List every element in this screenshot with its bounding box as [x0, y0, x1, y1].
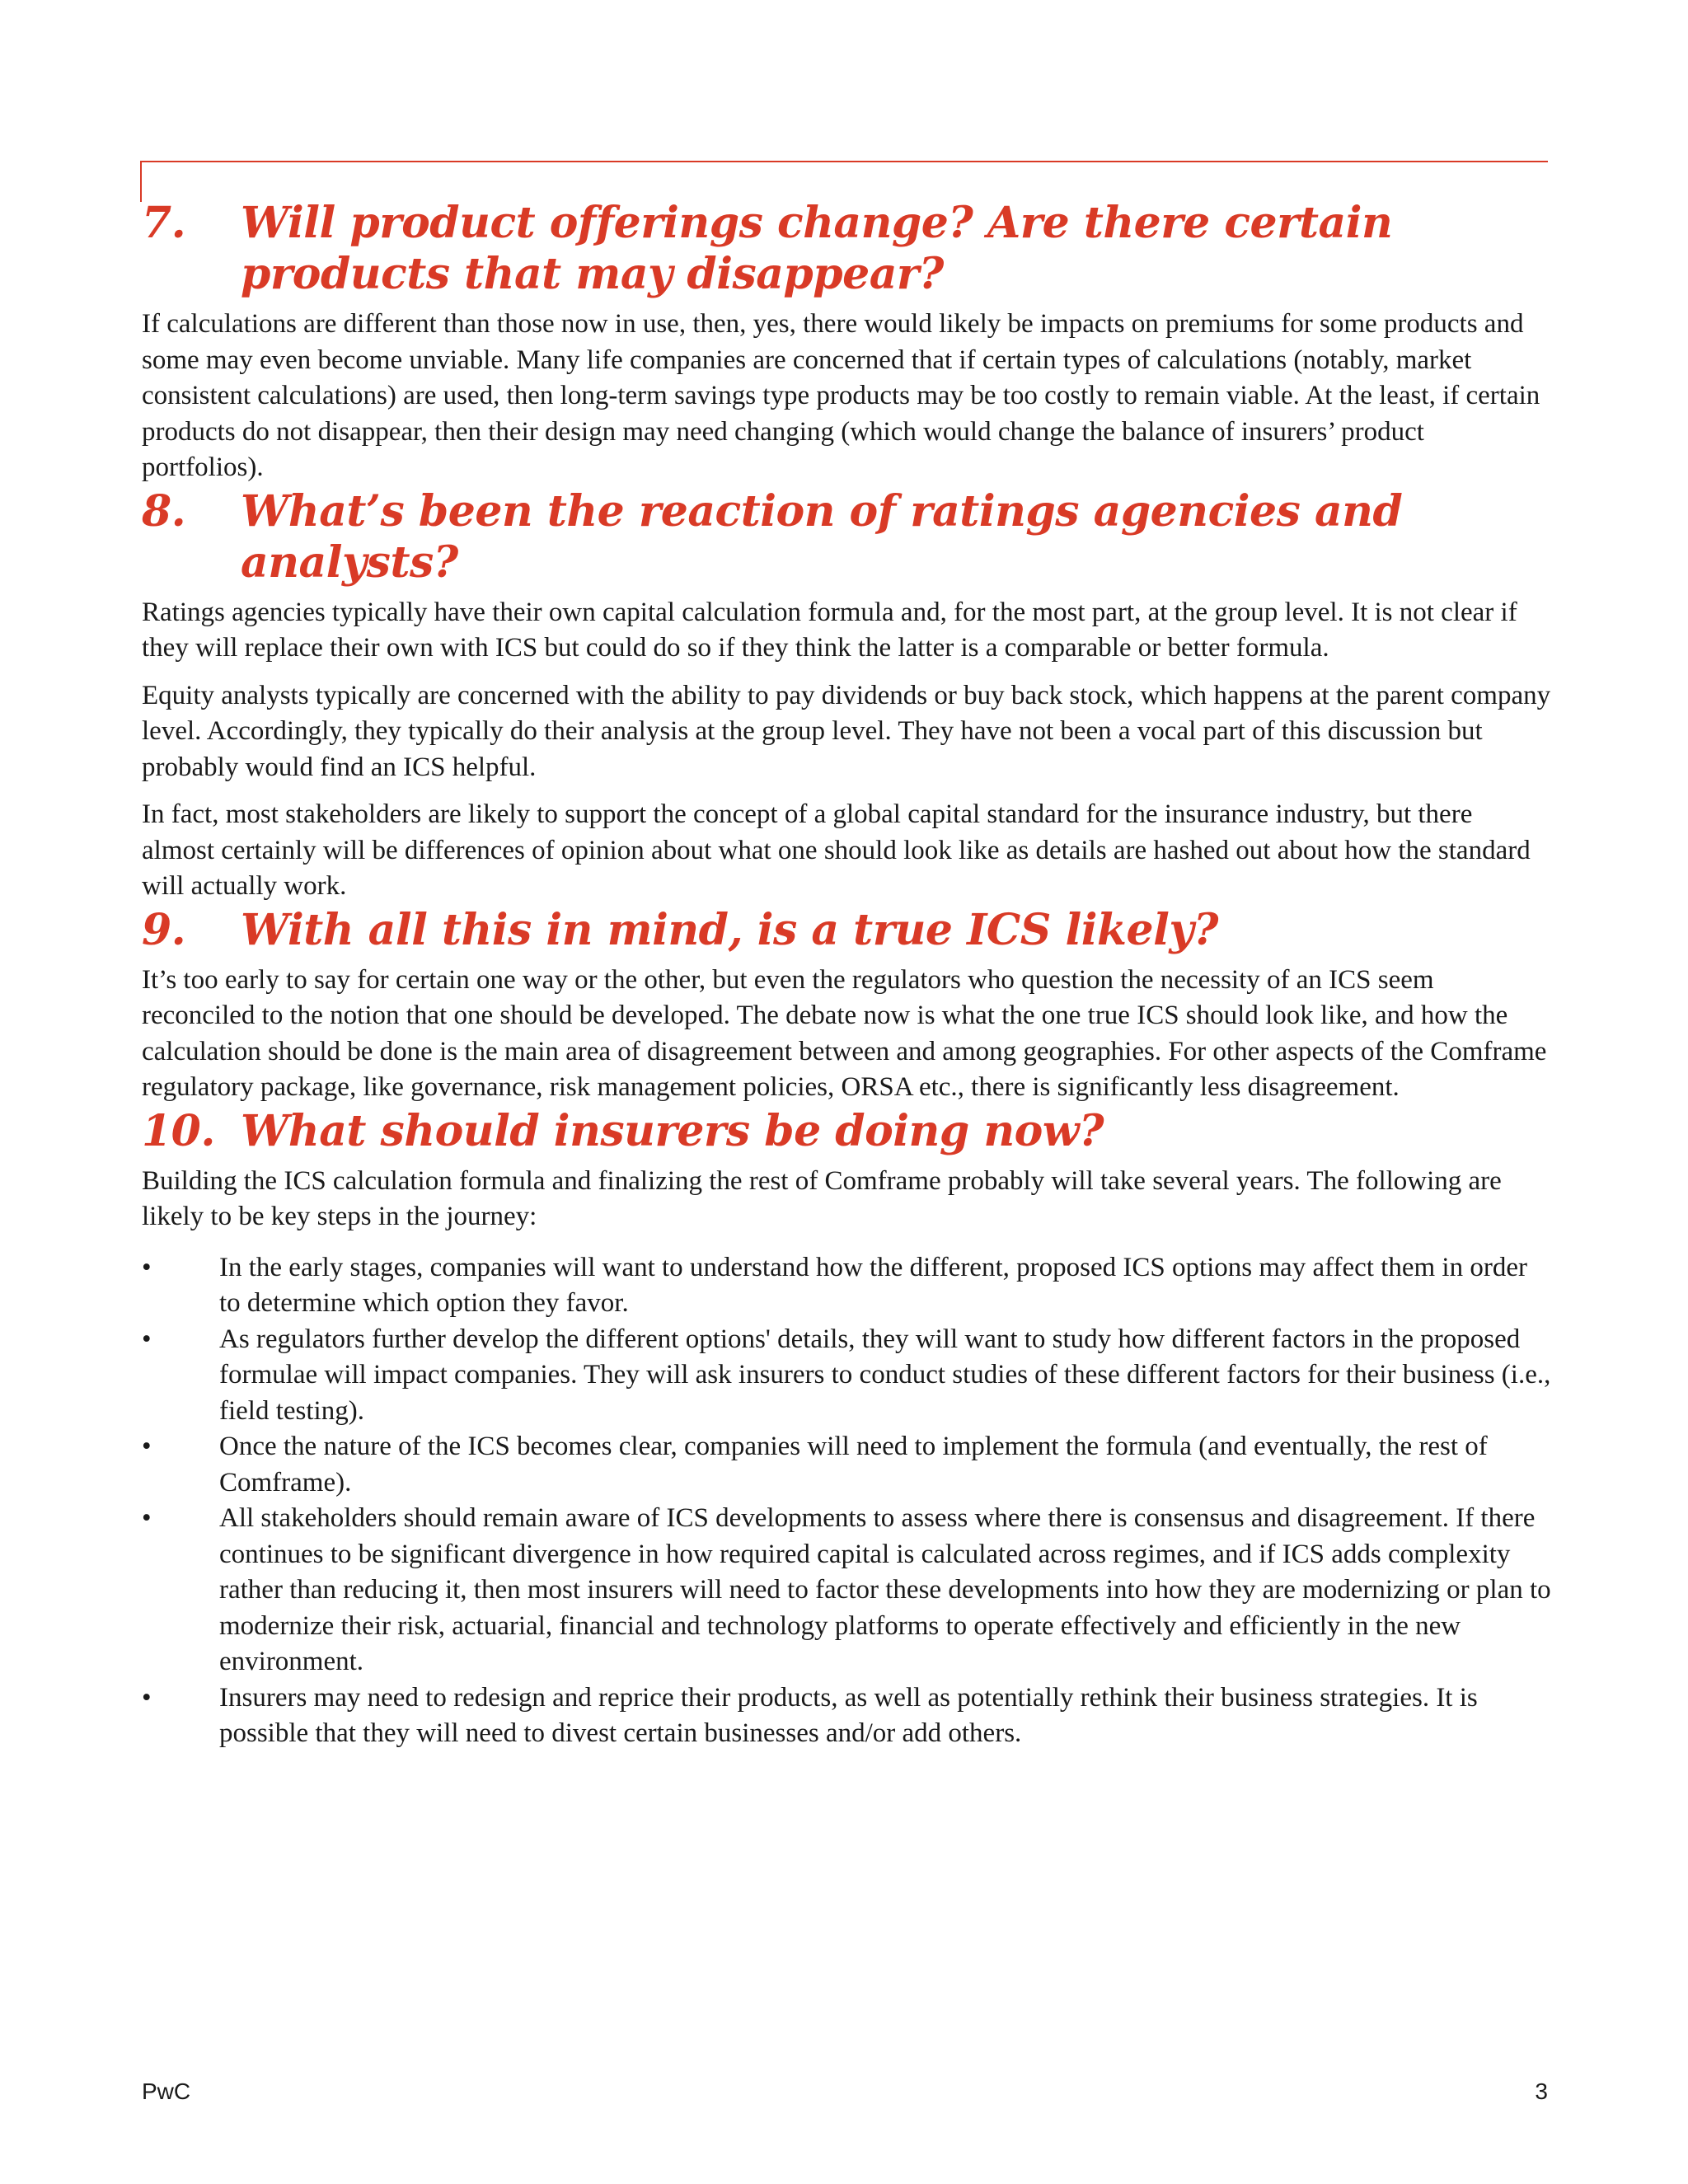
bullet-icon: •: [142, 1252, 152, 1282]
paragraph: Ratings agencies typically have their own capital calculation formula and, for the most part, at the group level. It is not clear if they will replace their own with ICS but could do so if they think the latter is a comparable or better formula.: [142, 597, 1517, 663]
section-number: 10.: [142, 1105, 215, 1156]
document-body: [142, 198, 1551, 1752]
section-title: With all this in mind, is a true ICS likely?: [241, 904, 1219, 955]
list-item: [142, 1429, 1551, 1501]
list-item-text: Insurers may need to redesign and reprice their products, as well as potentially rethink their business strategies. It is possible that they will need to divest certain businesses and/or add others.: [219, 1682, 1478, 1748]
section-title: What should insurers be doing now?: [241, 1105, 1104, 1156]
section-heading-7: [142, 198, 1551, 300]
header-rule-corner: [140, 161, 142, 202]
section-heading-8: [142, 486, 1551, 588]
section-heading-10: [142, 1106, 1551, 1157]
section-number: 9.: [142, 904, 186, 955]
paragraph: In fact, most stakeholders are likely to support the concept of a global capital standard for the insurance industry, but there almost certainly will be differences of opinion about what one should look like as details are hashed out about how the standard will actually work.: [142, 799, 1531, 901]
paragraph: It’s too early to say for certain one way or the other, but even the regulators who question the necessity of an ICS seem reconciled to the notion that one should be developed. The debate now is what the one true ICS should look like, and how the calculation should be done is the main area of disagreement between and among geographies. For other aspects of the Comframe regulatory package, like governance, risk management policies, ORSA etc., there is significantly less disagreement.: [142, 964, 1547, 1102]
footer-company: PwC: [142, 2079, 191, 2104]
list-item-text: As regulators further develop the different options' details, they will want to study how different factors in the proposed formulae will impact companies. They will ask insurers to conduct studies of these different factors for their business (i.e., field testing).: [219, 1324, 1551, 1426]
paragraph: If calculations are different than those now in use, then, yes, there would likely be impacts on premiums for some products and some may even become unviable. Many life companies are concerned that if certain types of calculations (notably, market consistent calculations) are used, then long-term savings type products may be too costly to remain viable. At the least, if certain products do not disappear, then their design may need changing (which would change the balance of insurers’ product portfolios).: [142, 309, 1540, 482]
section-title: What’s been the reaction of ratings agencies and analysts?: [241, 485, 1403, 588]
list-item: [142, 1322, 1551, 1430]
list-item-text: In the early stages, companies will want to understand how the different, proposed ICS options may affect them in order to determine which option they favor.: [219, 1252, 1527, 1318]
bullet-icon: •: [142, 1503, 152, 1533]
list-item-text: All stakeholders should remain aware of ICS developments to assess where there is consensus and disagreement. If there continues to be significant divergence in how required capital is calculated across regimes, and if ICS adds complexity rather than reducing it, then most insurers will need to factor these developments into how they are modernizing or plan to modernize their risk, actuarial, financial and technology platforms to operate effectively and efficiently in the new environment.: [219, 1503, 1551, 1676]
bullet-list: [142, 1250, 1551, 1752]
paragraph: Building the ICS calculation formula and finalizing the rest of Comframe probably will take several years. The following are likely to be key steps in the journey:: [142, 1165, 1502, 1231]
page-number: 3: [1535, 2079, 1548, 2104]
list-item: [142, 1680, 1551, 1752]
bullet-icon: •: [142, 1432, 152, 1461]
section-number: 7.: [142, 198, 186, 248]
section-heading-9: [142, 905, 1551, 956]
list-item: [142, 1501, 1551, 1680]
header-rule: [140, 161, 1548, 162]
list-item-text: Once the nature of the ICS becomes clear, companies will need to implement the formula (and eventually, the rest of Comframe).: [219, 1432, 1488, 1497]
bullet-icon: •: [142, 1682, 152, 1713]
list-item: [142, 1250, 1551, 1322]
paragraph: Equity analysts typically are concerned with the ability to pay dividends or buy back stock, which happens at the parent company level. Accordingly, they typically do their analysis at the group level. They have not been a vocal part of this discussion but probably would find an ICS helpful.: [142, 680, 1551, 782]
section-title: Will product offerings change? Are there certain products that may disappear?: [241, 198, 1393, 299]
section-number: 8.: [142, 485, 186, 537]
bullet-icon: •: [142, 1324, 152, 1354]
